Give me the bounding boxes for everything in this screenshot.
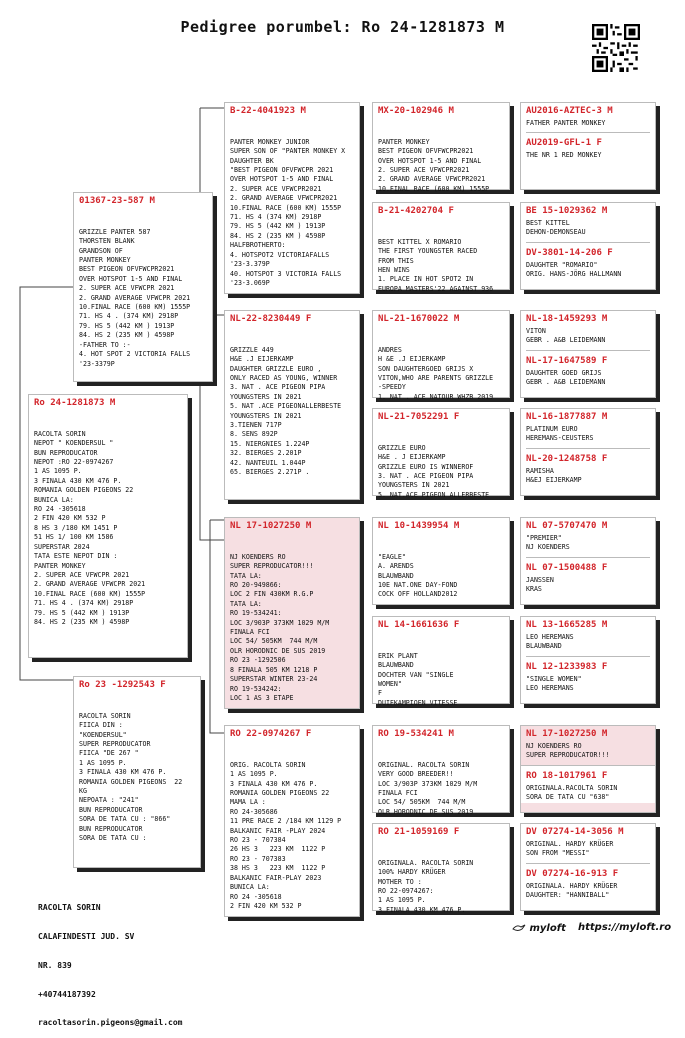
pedigree-card-dam-dam[interactable] <box>224 725 360 917</box>
pigeon-details: PANTER MONKEY BEST PIGEON OFVFWCPR2021 OVER HOTSPOT 1-5 AND FINAL 2. SUPER ACE VFWCPR2021 2. GRAND AVERAGE VFWCPR2021 10.FINAL RACE (600 KM) 1555P <box>378 137 490 193</box>
breeder-email[interactable]: racoltasorin.pigeons@gmail.com <box>38 1018 183 1028</box>
page-title: Pedigree porumbel: Ro 24-1281873 M <box>180 18 505 36</box>
pedigree-card-sire-dam[interactable] <box>224 310 360 500</box>
pigeon-details: PANTER MONKEY JUNIOR SUPER SON OF "PANTER MONKEY X DAUGHTER BK "BEST PIGEON OFVFWCPR 2021 OVER HOTSPOT 1-5 AND FINAL 2. SUPER ACE VFWCPR2021 2. GRAND AVERAGE VFWCPR2021 10.FINAL RACE (600 KM) 1555P 71. HS 4 (374 KM) 2918P 79. HS 5 (442 KM ) 1913P 84. HS 2 (235 KM ) 4598P HALFBROTHERTO: 4. HOTSPOT2 VICTORIAFALLS '23-3.379P 40. HOTSPOT 3 VICTORIA FALLS '23-3.069P <box>230 137 346 287</box>
pigeon-details: DAUGHTER GOED GRIJS GEBR . A&B LEIDEMANN <box>526 368 606 387</box>
pedigree-card-sire[interactable] <box>73 192 213 382</box>
pigeon-details: NJ KOENDERS RO SUPER REPRODUCATOR!!! TATA LA: RO 20-949866: LOC 2 FIN 430KM R.G.P TATA LA: RO 19-534241: LOC 3/903P 373KM 1029 M/M FINALA FCI LOC 54/ 505KM 744 M/M OLR HORODNIC DE SUS 2019 RO 23 -1292506 8 FINALA 505 KM 1218 P SUPERSTAR WINTER 23-24 RO 19-534242: LOC 1 AS 3 ETAPE <box>230 552 330 702</box>
pigeon-details: RACOLTA SORIN FIICA DIN : "KOENDERSUL" SUPER REPRODUCATOR FIICA "DE 267 " 1 AS 1095 P. 3 FINALA 430 KM 476 P. ROMANIA GOLDEN PIGEONS 22 KG NEPOATA : "241" BUN REPRODUCATOR SORA DE TATA CU : "866" BUN REPRODUCATOR SORA DE TATA CU : <box>79 711 183 843</box>
pedigree-card-subject[interactable] <box>28 394 188 658</box>
pigeon-details: VITON GEBR . A&B LEIDEMANN <box>526 327 606 345</box>
ring-number: NL-17-1647589 F <box>526 355 608 366</box>
ring-number: B-21-4202704 F <box>378 206 454 216</box>
pigeon-details: DAUGHTER "ROMARIO" ORIG. HANS-JÖRG HALLMANN <box>526 260 622 279</box>
pigeon-details: LEO HEREMANS BLAUWBAND <box>526 633 574 651</box>
pedigree-card-gen5-pair-3[interactable] <box>520 310 656 398</box>
pedigree-card-gen5-pair-4[interactable] <box>520 408 656 496</box>
pigeon-logo-icon <box>512 923 526 933</box>
pedigree-card-dds[interactable] <box>372 725 510 816</box>
ring-number: RO 21-1059169 F <box>378 827 460 837</box>
pedigree-card-sdd[interactable] <box>372 408 510 499</box>
pigeon-details: BEST KITTEL DEHON-DEMONSEAU <box>526 219 586 237</box>
pigeon-details: ORIG. RACOLTA SORIN 1 AS 1095 P. 3 FINALA 430 KM 476 P. ROMANIA GOLDEN PIGEONS 22 MAMA LA : RO 24-305686 11 PRE RACE 2 /184 KM 1129 P BALKANIC FAIR -PLAY 2024 RO 23 - 707384 26 HS 3 223 KM 1122 P RO 23 - 707383 38 HS 3 223 KM 1122 P BALKANIC FAIR-PLAY 2023 BUNICA LA: RO 24 -305618 2 FIN 420 KM 532 P <box>230 760 342 910</box>
pedigree-card-gen5-pair-7[interactable] <box>520 725 656 813</box>
pigeon-details: ANDRES H &E .J EIJERKAMP SON DAUGHTERGOED GRIJS X VITON,WHO ARE PARENTS GRIZZLE -SPEEDY 1. NAT . ACE NATOUR WHZB 2019 <box>378 345 494 401</box>
pedigree-card-ddd[interactable] <box>372 823 510 914</box>
pigeon-details: ORIGINALA. RACOLTA SORIN 100% HARDY KRÜGER MOTHER TO : RO 22-0974267: 1 AS 1095 P. 3 FINALA 430 KM 476 P. <box>378 858 474 914</box>
pedigree-card-dsd[interactable] <box>372 616 510 707</box>
myloft-logo: myloft <box>512 923 566 934</box>
pedigree-card-dam[interactable] <box>73 676 201 868</box>
ring-number: RO 19-534241 M <box>378 729 454 739</box>
pigeon-details: ORIGINAL. RACOLTA SORIN VERY GOOD BREEDER!! LOC 3/903P 373KM 1029 M/M FINALA FCI LOC 54/ 505KM 744 M/M OLR HORODNIC DE SUS 2019 <box>378 760 478 816</box>
ring-number: Ro 24-1281873 M <box>34 398 116 408</box>
pigeon-details: PLATINUM EURO HEREMANS-CEUSTERS <box>526 425 594 443</box>
ring-number: B-22-4041923 M <box>230 106 306 116</box>
ring-number: AU2016-AZTEC-3 M <box>526 106 613 116</box>
ring-number: NL 17-1027250 M <box>526 729 608 739</box>
ring-number: BE 15-1029362 M <box>526 206 608 216</box>
pigeon-details: "EAGLE" A. ARENDS BLAUWBAND 10E NAT.ONE DAY-FOND COCK OFF HOLLAND2012 <box>378 552 458 599</box>
ring-number: Ro 23 -1292543 F <box>79 680 166 690</box>
breeder-contact <box>38 884 183 1038</box>
ring-number: NL 13-1665285 M <box>526 620 608 630</box>
ring-number: RO 22-0974267 F <box>230 729 312 739</box>
pedigree-card-dam-sire[interactable] <box>224 517 360 709</box>
ring-number: DV-3801-14-206 F <box>526 247 613 258</box>
breeder-address: CALAFINDESTI JUD. SV <box>38 931 135 941</box>
ring-number: NL 10-1439954 M <box>378 521 460 531</box>
breeder-phone: +40744187392 <box>38 989 96 999</box>
ring-number: DV 07274-16-913 F <box>526 868 619 879</box>
ring-number: RO 18-1017961 F <box>526 770 608 781</box>
qr-code-icon <box>592 24 640 72</box>
pigeon-details: NJ KOENDERS RO SUPER REPRODUCATOR!!! <box>526 742 610 760</box>
pigeon-details: RAMISHA H&EJ EIJERKAMP <box>526 466 582 485</box>
pedigree-card-gen5-pair-5[interactable] <box>520 517 656 605</box>
pedigree-card-dss[interactable] <box>372 517 510 605</box>
pigeon-details: JANSSEN KRAS <box>526 575 554 594</box>
pedigree-card-ssd[interactable] <box>372 202 510 293</box>
pigeon-details: GRIZZLE EURO H&E . J EIJERKAMP GRIZZLE EURO IS WINNEROF 3. NAT . ACE PIGEON PIPA YOUNGSTERS IN 2021 5. NAT.ACE PIGEON ALLERBESTE <box>378 443 490 499</box>
pigeon-details: "PREMIER" NJ KOENDERS <box>526 534 570 552</box>
pigeon-details: ORIGINALA. HARDY KRÜGER DAUGHTER: "HANNIBALL" <box>526 881 618 900</box>
ring-number: NL-21-1670022 M <box>378 314 460 324</box>
website-link[interactable]: https://myloft.ro <box>578 922 672 933</box>
pigeon-details: GRIZZLE PANTER 587 THORSTEN BLANK GRANDSON OF PANTER MONKEY BEST PIGEON OFVFWCPR2021 OVER HOTSPOT 1-5 AND FINAL 2. SUPER ACE VFWCPR 2021 2. GRAND AVERAGE VFWCPR 2021 10.FINAL RACE (600 KM) 1555P 71. HS 4 . (374 KM) 2918P 79. HS 5 (442 KM ) 1913P 84. HS 2 (235 KM ) 4598P -FATHER TO :- 4. HOT SPOT 2 VICTORIA FALLS '23-3379P <box>79 227 191 368</box>
ring-number: NL 17-1027250 M <box>230 521 312 531</box>
breeder-number: NR. 839 <box>38 960 72 970</box>
pigeon-details: BEST KITTEL X ROMARIO THE FIRST YOUNGSTER RACED FROM THIS HEN WINS 1. PLACE IN HOT SPOT2 IN EUROPA MASTERS'22 AGAINST 936 <box>378 237 494 293</box>
ring-number: AU2019-GFL-1 F <box>526 138 602 149</box>
pigeon-details: RACOLTA SORIN NEPOT " KOENDERSUL " BUN REPRODUCATOR NEPOT :RO 22-0974267 1 AS 1095 P. 3 FINALA 430 KM 476 P. ROMANIA GOLDEN PIGEONS 22 BUNICA LA: RO 24 -305618 2 FIN 420 KM 532 P 8 HS 3 /180 KM 1451 P 51 HS 1/ 100 KM 1586 SUPERSTAR 2024 TATA ESTE NEPOT DIN : PANTER MONKEY 2. SUPER ACE VFWCPR 2021 2. GRAND AVERAGE VFWCPR 2021 10.FINAL RACE (600 KM) 1555P 71. HS 4 . (374 KM) 2918P 79. HS 5 (442 KM ) 1913P 84. HS 2 (235 KM ) 4598P <box>34 429 146 626</box>
ring-number: DV 07274-14-3056 M <box>526 827 624 837</box>
pedigree-card-gen5-pair-2[interactable] <box>520 202 656 290</box>
ring-number: NL-21-7052291 F <box>378 412 460 422</box>
ring-number: 01367-23-587 M <box>79 196 155 206</box>
ring-number: NL 07-1500488 F <box>526 562 608 573</box>
breeder-name: RACOLTA SORIN <box>38 903 101 913</box>
pigeon-details: ERIK PLANT BLAUWBAND DOCHTER VAN "SINGLE WOMEN" F DUIFKAMPIOEN VITESSE <box>378 651 458 707</box>
ring-number: NL 14-1661636 F <box>378 620 460 630</box>
pigeon-details: FATHER PANTER MONKEY <box>526 119 606 127</box>
ring-number: NL-16-1877887 M <box>526 412 608 422</box>
ring-number: MX-20-102946 M <box>378 106 454 116</box>
ring-number: NL-18-1459293 M <box>526 314 608 324</box>
pigeon-details: THE NR 1 RED MONKEY <box>526 151 602 160</box>
pedigree-card-sire-sire[interactable] <box>224 102 360 294</box>
ring-number: NL-20-1248758 F <box>526 453 608 464</box>
ring-number: NL 07-5707470 M <box>526 521 608 531</box>
pigeon-details: ORIGINALA.RACOLTA SORIN SORA DE TATA CU "638" <box>526 783 618 802</box>
pigeon-details: "SINGLE WOMEN" LEO HEREMANS <box>526 674 582 693</box>
pedigree-card-gen5-pair-1[interactable] <box>520 102 656 190</box>
pedigree-card-gen5-pair-8[interactable] <box>520 823 656 911</box>
pigeon-details: ORIGINAL. HARDY KRÜGER SON FROM "MESSI" <box>526 840 614 858</box>
ring-number: NL-22-8230449 F <box>230 314 312 324</box>
pedigree-card-sds[interactable] <box>372 310 510 401</box>
ring-number: NL 12-1233983 F <box>526 661 608 672</box>
pedigree-card-gen5-pair-6[interactable] <box>520 616 656 704</box>
pedigree-card-sss[interactable] <box>372 102 510 193</box>
pigeon-details: GRIZZLE 449 H&E .J EIJERKAMP DAUGHTER GRIZZLE EURO , ONLY RACED AS YOUNG, WINNER 3. NAT . ACE PIGEON PIPA YOUNGSTERS IN 2021 5. NAT .ACE PIGEONALLERBESTE YOUNGSTERS IN 2021 3.TIENEN 717P 8. SENS 892P 15. NIERGNIES 1.224P 32. BIERGES 2.201P 42. NANTEUIL 1.044P 65. BIERGES 2.271P . <box>230 345 342 477</box>
